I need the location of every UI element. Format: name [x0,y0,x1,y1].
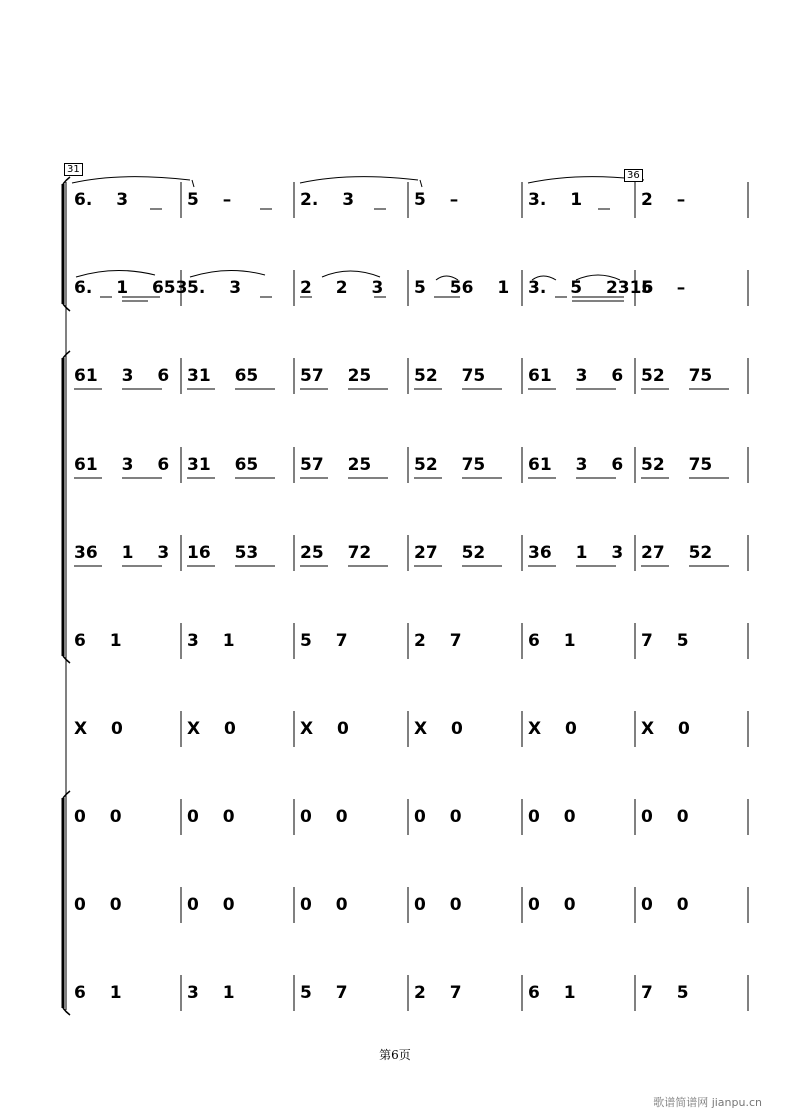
measure-string-2: 31 65 [187,455,259,475]
measure-string-2: 52 75 [414,455,486,475]
measure-melody: 2 – [641,190,686,210]
measure-string-1: 61 3 6 [528,366,624,386]
measure-string-2: 61 3 6 [74,455,170,475]
measure-brass-1: 0 0 [528,807,576,827]
measure-string-1: 52 75 [414,366,486,386]
measure-number-31: 31 [64,163,83,176]
measure-brass-1: 0 0 [187,807,235,827]
measure-brass-2: 0 0 [414,895,462,915]
measure-melody: 2. 3 [300,190,355,210]
measure-bass: 6 1 [74,631,122,651]
measure-string-3: 36 1 3 [74,543,170,563]
site-watermark: 歌谱简谱网 jianpu.cn [653,1096,762,1109]
measure-brass-1: 0 0 [641,807,689,827]
measure-brass-2: 0 0 [74,895,122,915]
measure-harmony: 3. 5 2316 [528,278,654,298]
measure-percussion: X 0 [74,719,123,739]
measure-string-1: 61 3 6 [74,366,170,386]
measure-bass: 7 5 [641,631,689,651]
measure-harmony: 5 56 1 [414,278,510,298]
measure-string-3: 16 53 [187,543,259,563]
measure-brass-3: 3 1 [187,983,235,1003]
measure-brass-3: 5 7 [300,983,348,1003]
measure-brass-2: 0 0 [300,895,348,915]
measure-bass: 6 1 [528,631,576,651]
measure-brass-3: 6 1 [74,983,122,1003]
measure-melody: 6. 3 [74,190,129,210]
measure-percussion: X 0 [414,719,463,739]
measure-percussion: X 0 [300,719,349,739]
measure-percussion: X 0 [641,719,690,739]
measure-string-3: 27 52 [641,543,713,563]
measure-string-1: 31 65 [187,366,259,386]
measure-melody: 5 – [187,190,232,210]
measure-string-3: 36 1 3 [528,543,624,563]
measure-string-3: 25 72 [300,543,372,563]
measure-percussion: X 0 [187,719,236,739]
measure-brass-1: 0 0 [74,807,122,827]
measure-bass: 2 7 [414,631,462,651]
measure-harmony: 5. 3 [187,278,242,298]
page-number: 第6页 [379,1048,411,1062]
measure-brass-1: 0 0 [414,807,462,827]
measure-brass-2: 0 0 [641,895,689,915]
measure-percussion: X 0 [528,719,577,739]
measure-string-2: 57 25 [300,455,372,475]
measure-melody: 5 – [414,190,459,210]
measure-string-3: 27 52 [414,543,486,563]
measure-bass: 5 7 [300,631,348,651]
measure-string-2: 52 75 [641,455,713,475]
measure-brass-2: 0 0 [528,895,576,915]
measure-harmony: 2 2 3 [300,278,384,298]
measure-harmony: 5 – [641,278,686,298]
measure-number-36: 36 [624,169,643,182]
measure-brass-3: 7 5 [641,983,689,1003]
measure-brass-3: 2 7 [414,983,462,1003]
measure-harmony: 6. 1 653 [74,278,188,298]
measure-melody: 3. 1 [528,190,583,210]
measure-brass-2: 0 0 [187,895,235,915]
measure-brass-1: 0 0 [300,807,348,827]
measure-string-2: 61 3 6 [528,455,624,475]
measure-bass: 3 1 [187,631,235,651]
measure-brass-3: 6 1 [528,983,576,1003]
measure-string-1: 52 75 [641,366,713,386]
measure-string-1: 57 25 [300,366,372,386]
